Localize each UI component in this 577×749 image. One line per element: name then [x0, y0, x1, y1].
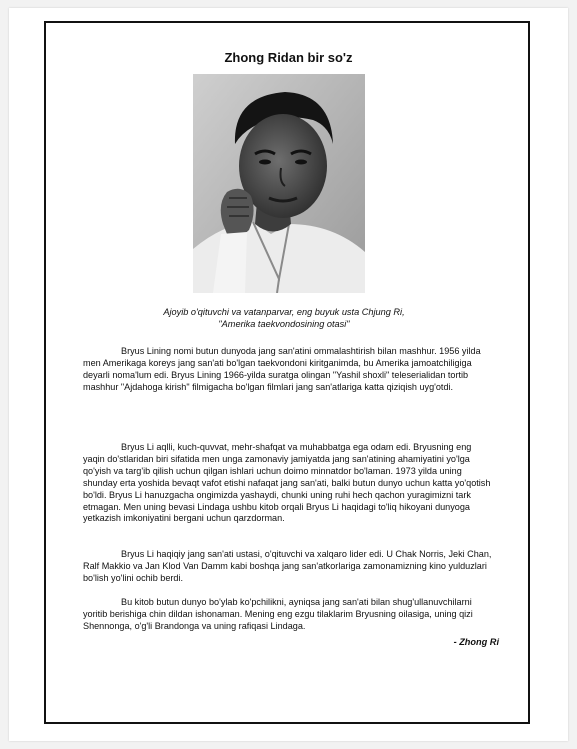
- photo-caption: [79, 306, 489, 330]
- caption-line-1: Ajoyib o'qituvchi va vatanparvar, eng buyuk usta Chjung Ri,: [163, 307, 405, 317]
- document-page: [9, 8, 568, 741]
- paragraph-3: [83, 549, 494, 585]
- paragraph-2: [83, 442, 494, 525]
- author-signature: - Zhong Ri: [453, 637, 499, 647]
- portrait-photo: [193, 74, 365, 293]
- paragraph-1: [83, 346, 494, 394]
- paragraph-text: Bryus Li haqiqiy jang san'ati ustasi, o'qituvchi va xalqaro lider edi. U Chak Norris, Jeki Chan, Ralf Makkio va Jan Klod Van Damm kabi boshqa jang san'atkorlariga zamonamizning kino yulduzlari bo'lish yo'lini ochib berdi.: [83, 549, 492, 583]
- paragraph-text: Bryus Lining nomi butun dunyoda jang san'atini ommalashtirish bilan mashhur. 1956 yilda men Amerikaga koreys jang san'ati bo'lgan taekvondoni kiritganimda, bu Amerika jamoatchiligiga deyarli noma'lum edi. Bryus Lining 1966-yilda suratga olingan "Yashil shoxli" teleserialidan tortib mashhur "Ajdahoga kirish" filmigacha bo'lgan filmlari jang san'atlariga katta qiziqish uyg'otdi.: [83, 346, 481, 392]
- page-title: Zhong Ridan bir so'z: [224, 50, 353, 65]
- paragraph-text: Bu kitob butun dunyo bo'ylab ko'pchilikni, ayniqsa jang san'ati bilan shug'ullanuvchilarni yoritib berishiga chin dildan ishonaman. Mening eng ezgu tilaklarim Bryusning oilasiga, uning qizi Shennonga, o'g'li Brandonga va uning rafiqasi Lindaga.: [83, 597, 473, 631]
- paragraph-text: Bryus Li aqlli, kuch-quvvat, mehr-shafqat va muhabbatga ega odam edi. Bryusning eng yaqin do'stlaridan biri sifatida men unga zamonaviy jamiyatda jang san'atining ahamiyatini yo'lga qo'yish va targ'ib qilish uchun qilgan ishlari uchun doimo minnatdor bo'laman. 1973 yilda uning shunday erta yoshida bevaqt vafot etishi nafaqat jang san'ati, balki butun dunyo uchun katta yo'qotish bo'ldi. Bryus Li hanuzgacha ongimizda yashaydi, chunki uning ruhi hech qachon yuragimizni tark etmagan. Men uning bevasi Lindaga ushbu kitob orqali Bryus Li haqidagi to'liq hikoyani dunyoga yetkazish imkoniyatini bergani uchun qarzdorman.: [83, 442, 491, 524]
- paragraph-4: [83, 597, 494, 633]
- caption-line-2: "Amerika taekvondosining otasi": [218, 319, 350, 329]
